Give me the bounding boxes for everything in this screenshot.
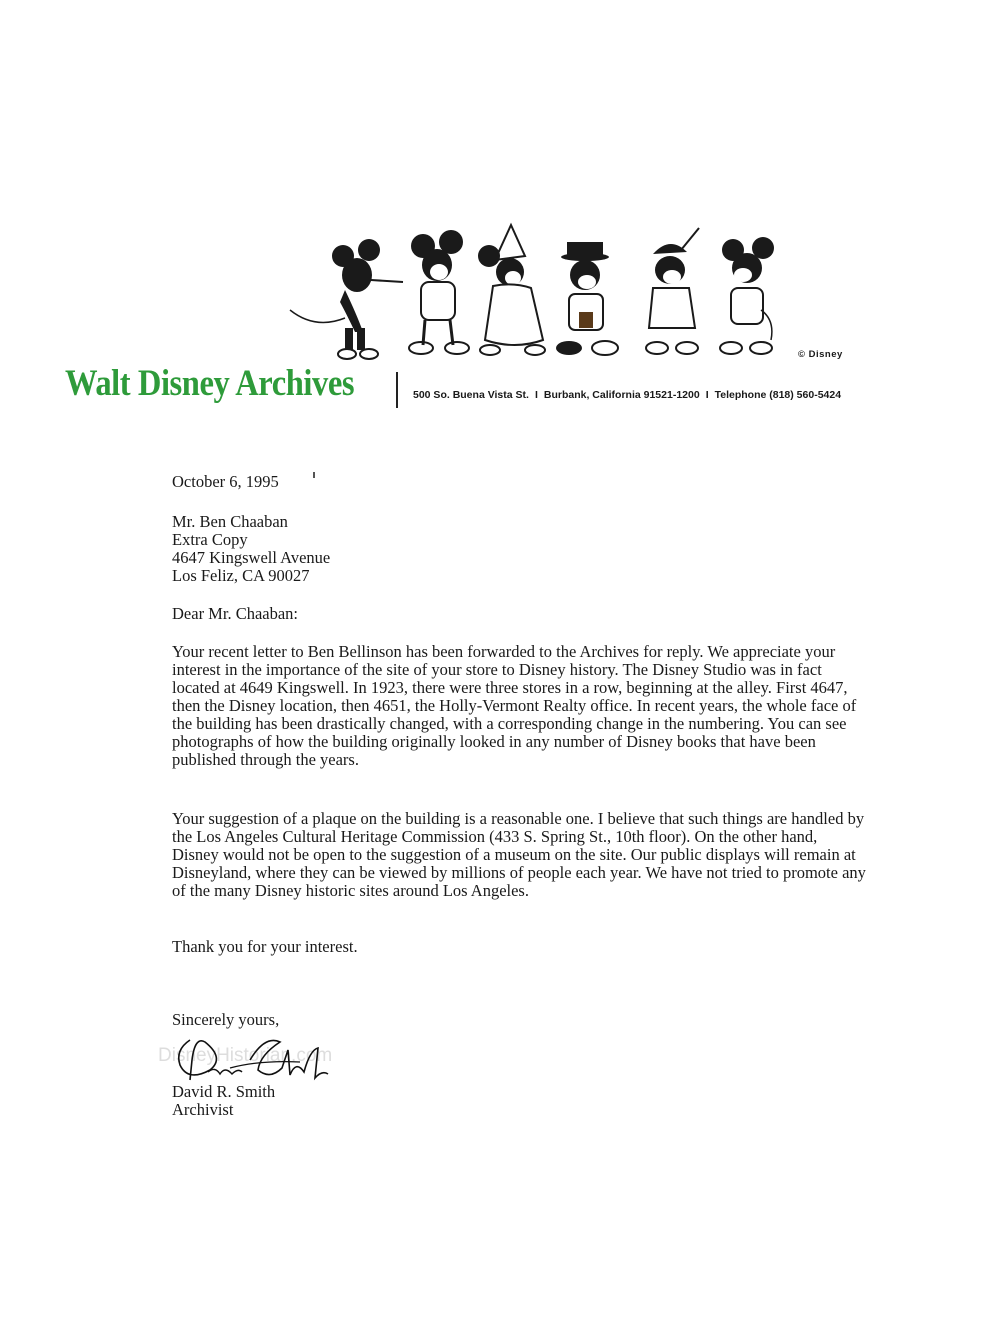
watermark: DisneyHistorian.com (158, 1045, 333, 1066)
address-street: 500 So. Buena Vista St. (413, 389, 529, 401)
copyright-notice: © Disney (798, 349, 843, 360)
mickey-mascots-illustration (285, 220, 805, 370)
thanks-line: Thank you for your interest. (172, 937, 358, 956)
signer-block (172, 1083, 275, 1119)
address-separator: I (534, 389, 538, 401)
recipient-name: Mr. Ben Chaaban (172, 512, 288, 531)
mickey-figure-2-icon (409, 230, 469, 354)
letterhead-address (413, 389, 841, 401)
letterhead-divider (396, 372, 398, 408)
mickey-figure-1-icon (332, 239, 403, 359)
recipient-city: Los Feliz, CA 90027 (172, 566, 310, 585)
recipient-company: Extra Copy (172, 530, 248, 549)
handwritten-signature (170, 1030, 330, 1090)
address-phone: Telephone (818) 560-5424 (714, 389, 842, 401)
mickey-figure-4-icon (556, 242, 618, 355)
letter-date: October 6, 1995 (172, 472, 279, 491)
mickey-figure-5-icon (646, 228, 699, 354)
address-city: Burbank, California 91521-1200 (543, 389, 700, 401)
mickey-figure-6-icon (720, 237, 774, 354)
closing-line: Sincerely yours, (172, 1010, 280, 1029)
salutation: Dear Mr. Chaaban: (172, 604, 298, 623)
recipient-street: 4647 Kingswell Avenue (172, 548, 331, 567)
address-separator: I (705, 389, 709, 401)
mickey-sorcerer-figure-icon (478, 225, 545, 355)
stray-mark (313, 472, 315, 478)
signer-name: David R. Smith (172, 1082, 276, 1101)
body-paragraph-1: Your recent letter to Ben Bellinson has been forwarded to the Archives for reply. We appreciate your interest in the importance of the site of your store to Disney history. The Disney Studio was in fact located at 4649 Kingswell. In 1923, there were three stores in a row, beginning at the alley. First 4647, then the Disney location, then 4651, the Holly-Vermont Realty office. In recent years, the whole face of the building has been drastically changed, with a corresponding change in the numbering. You can see photographs of how the building originally looked in any number of Disney books that have been published through the years. (172, 642, 857, 769)
brand-title: Walt Disney Archives (65, 363, 355, 404)
body-paragraph-2: Your suggestion of a plaque on the building is a reasonable one. I believe that such things are handled by the Los Angeles Cultural Heritage Commission (433 S. Spring St., 10th floor). On the other hand, Disney would not be open to the suggestion of a museum on the site. Our public displays will remain at Disneyland, where they can be viewed by millions of people each year. We have not tried to promote any of the many Disney historic sites around Los Angeles. (172, 809, 866, 900)
signer-title: Archivist (172, 1100, 234, 1119)
recipient-block (172, 513, 330, 585)
